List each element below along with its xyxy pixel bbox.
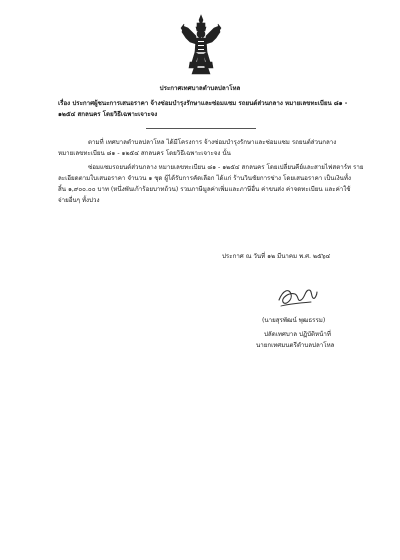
body-paragraph-line: สิ้น ๑,๙๐๐.๐๐ บาท (หนึ่งพันเก้าร้อยบาทถ้วน) รวมภาษีมูลค่าเพิ่มและภาษีอื่น ค่าขนส่ง ค่าจดทะเบียน และค่าใช้ (58, 186, 351, 193)
body-paragraph-line: ซ่อมแซมรถยนต์ส่วนกลาง หมายเลขทะเบียน ๘๑ - ๑๒๕๔ สกลนคร โดยเปลี่ยนคีย์และสายไฟสตาร์ท ราย (88, 164, 364, 171)
signatory-position: นายกเทศมนตรีตำบลปลาโหล (256, 342, 335, 349)
handwritten-signature-icon (275, 282, 319, 312)
subject-line: เรื่อง ประกาศผู้ชนะการเสนอราคา จ้างซ่อมบำรุงรักษาและซ่อมแซม รถยนต์ส่วนกลาง หมายเลขทะเบียน ๘๑ - (58, 100, 348, 107)
announcement-date: ประกาศ ณ วันที่ ๑๒ มีนาคม พ.ศ. ๒๕๖๔ (222, 253, 331, 260)
signatory-position: ปลัดเทศบาล ปฏิบัติหน้าที่ (264, 331, 331, 338)
subject-line: ๑๒๕๔ สกลนคร โดยวิธีเฉพาะเจาะจง (58, 111, 158, 118)
document-header: ประกาศเทศบาลตำบลปลาโหล (159, 85, 241, 92)
body-paragraph-line: ตามที่ เทศบาลตำบลปลาโหล ได้มีโครงการ จ้างซ่อมบำรุงรักษาและซ่อมแซม รถยนต์ส่วนกลาง (88, 139, 337, 146)
signatory-name: (นายสุรพัฒน์ พุฒธรรม) (262, 317, 326, 324)
body-paragraph-line: ละเอียดตามใบเสนอราคา จำนวน ๑ ชุด ผู้ได้รับการคัดเลือก ได้แก่ ร้านวินชัยการช่าง โดยเสนอราคา เป็นเงินทั้ง (58, 175, 351, 182)
body-paragraph-line: จ่ายอื่นๆ ทั้งปวง (58, 197, 100, 204)
garuda-emblem-icon (180, 14, 222, 76)
divider (146, 128, 256, 129)
body-paragraph-line: หมายเลขทะเบียน ๘๑ - ๑๒๕๔ สกลนคร โดยวิธีเฉพาะเจาะจง นั้น (58, 150, 231, 157)
